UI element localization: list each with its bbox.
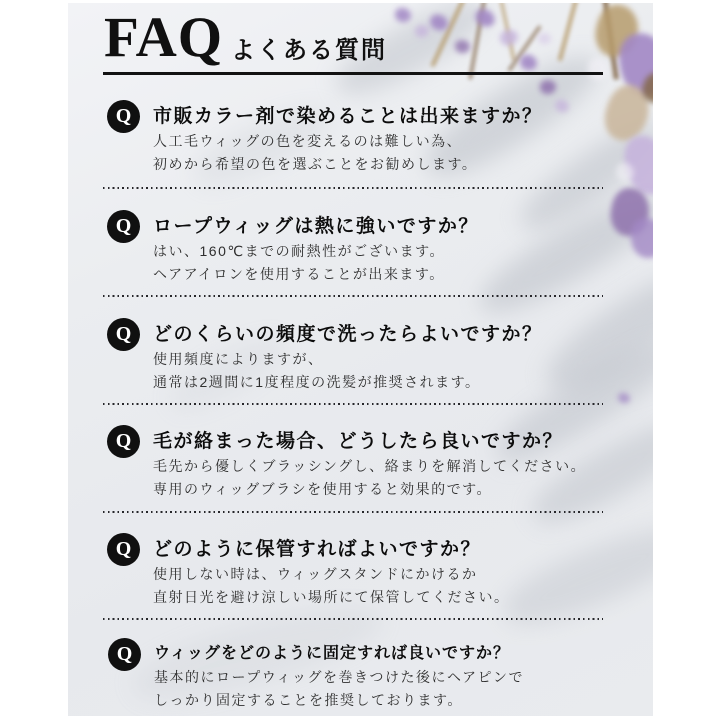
faq-question: 毛が絡まった場合、どうしたら良いですか？ bbox=[153, 431, 564, 452]
flower-petal bbox=[629, 217, 653, 260]
flower-petal bbox=[518, 53, 538, 72]
question-badge-icon bbox=[107, 425, 140, 458]
flower-petal bbox=[619, 131, 653, 200]
faq-item bbox=[107, 533, 510, 609]
flower-petal bbox=[414, 23, 431, 38]
question-badge-label: Q bbox=[115, 430, 132, 452]
flower-petal bbox=[607, 185, 653, 239]
faq-item-text bbox=[153, 318, 543, 394]
flower-petal bbox=[588, 58, 608, 80]
flower-petal bbox=[428, 12, 450, 32]
question-badge-label: Q bbox=[116, 643, 133, 665]
faq-item-text bbox=[153, 425, 586, 501]
leaf-shadow bbox=[534, 255, 653, 407]
faq-question: ロープウィッグは熱に強いですか？ bbox=[153, 216, 479, 237]
faq-answer-line2: ヘアアイロンを使用することが出来ます。 bbox=[153, 266, 445, 282]
question-badge-icon bbox=[107, 100, 140, 133]
faq-item bbox=[107, 210, 479, 286]
dotted-separator bbox=[103, 618, 603, 620]
flower-petal bbox=[455, 40, 470, 53]
flower-petal bbox=[473, 7, 498, 30]
dotted-separator bbox=[103, 511, 603, 513]
faq-answer-line2: 初めから希望の色を選ぶことをお勧めします。 bbox=[153, 156, 478, 172]
title-underline bbox=[103, 72, 603, 75]
faq-item-text bbox=[154, 638, 524, 712]
flower-petal bbox=[598, 80, 653, 147]
faq-question: どのくらいの頻度で洗ったらよいですか？ bbox=[153, 324, 543, 345]
faq-item bbox=[108, 638, 524, 712]
dotted-separator bbox=[103, 403, 603, 405]
faq-item-text bbox=[153, 210, 479, 286]
question-badge-icon bbox=[108, 638, 141, 671]
question-badge-icon bbox=[107, 533, 140, 566]
faq-answer-line2: 専用のウィッグブラシを使用すると効果的です。 bbox=[153, 481, 493, 497]
flower-petal bbox=[553, 98, 570, 114]
flower-petal bbox=[590, 3, 644, 62]
flower-stem bbox=[602, 3, 619, 80]
flower-stem bbox=[500, 3, 516, 61]
faq-item bbox=[107, 100, 543, 176]
flower-petal bbox=[617, 392, 631, 405]
flower-petal bbox=[394, 7, 412, 24]
faq-answer-line2: 直射日光を避け涼しい場所にて保管してください。 bbox=[153, 589, 510, 605]
background-photo bbox=[68, 3, 653, 716]
faq-answer-line1: 使用頻度によりますが、 bbox=[153, 351, 324, 367]
question-badge-label: Q bbox=[115, 215, 132, 237]
faq-item bbox=[107, 425, 586, 501]
faq-answer-line1: 基本的にロープウィッグを巻きつけた後にヘアピンで bbox=[154, 669, 525, 685]
faq-answer-line2: しっかり固定することを推奨しております。 bbox=[154, 692, 463, 708]
flower-petal bbox=[638, 69, 653, 107]
faq-item-text bbox=[153, 100, 543, 176]
dotted-separator bbox=[103, 295, 603, 297]
flower-stem bbox=[430, 3, 465, 67]
question-badge-label: Q bbox=[115, 105, 132, 127]
faq-answer-line1: 毛先から優しくブラッシングし、絡まりを解消してください。 bbox=[153, 458, 587, 474]
faq-answer-line2: 通常は2週間に1度程度の洗髪が推奨されます。 bbox=[153, 374, 481, 390]
faq-answer-line1: はい、160℃までの耐熱性がございます。 bbox=[153, 243, 445, 259]
page-subtitle: よくある質問 bbox=[231, 37, 387, 64]
flower-petal bbox=[615, 29, 653, 98]
page-title: FAQ bbox=[104, 6, 224, 69]
flower-petal bbox=[538, 33, 551, 44]
leaf-shadow bbox=[470, 179, 653, 327]
faq-answer-line1: 人工毛ウィッグの色を変えるのは難しい為、 bbox=[153, 133, 463, 149]
faq-question: 市販カラー剤で染めることは出来ますか？ bbox=[153, 106, 543, 127]
flower-stem bbox=[558, 3, 579, 61]
flower-petal bbox=[539, 79, 557, 96]
faq-item bbox=[107, 318, 543, 394]
faq-answer-line1: 使用しない時は、ウィッグスタンドにかけるか bbox=[153, 566, 478, 582]
flower-petal bbox=[498, 27, 520, 47]
question-badge-icon bbox=[107, 318, 140, 351]
faq-question: どのように保管すればよいですか？ bbox=[153, 539, 482, 560]
flower-petal bbox=[616, 163, 634, 181]
faq-question: ウィッグをどのように固定すれば良いですか？ bbox=[154, 645, 511, 662]
flower-stem bbox=[469, 3, 487, 80]
question-badge-icon bbox=[107, 210, 140, 243]
flower-stem bbox=[507, 25, 541, 72]
question-badge-label: Q bbox=[115, 323, 132, 345]
dotted-separator bbox=[103, 187, 603, 189]
question-badge-label: Q bbox=[115, 538, 132, 560]
faq-item-text bbox=[153, 533, 510, 609]
